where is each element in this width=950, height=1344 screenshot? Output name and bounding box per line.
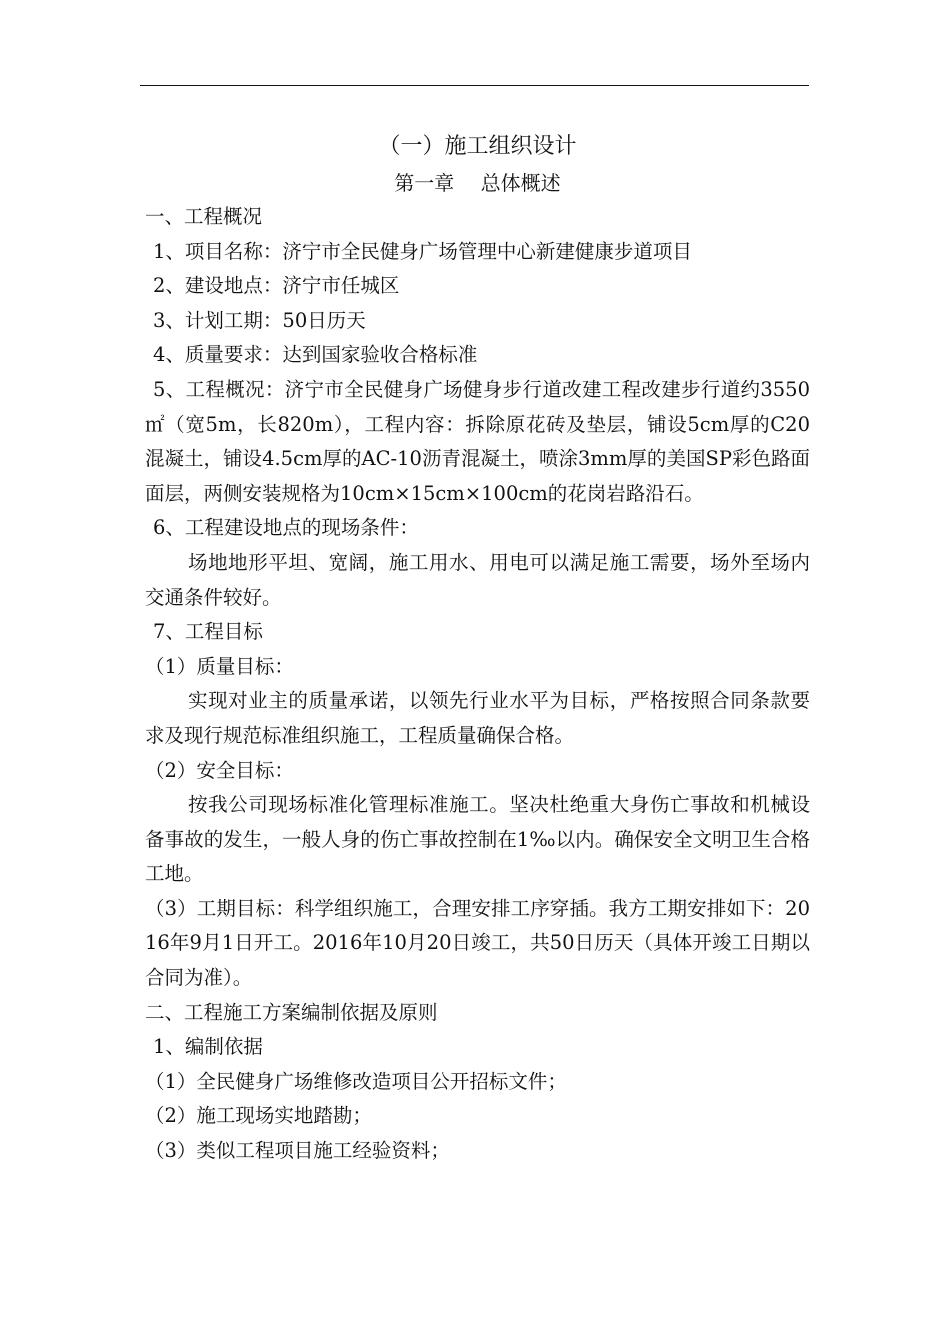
quality-goal-text: 实现对业主的质量承诺，以领先行业水平为目标，严格按照合同条款要求及现行规范标准组织施工，工程质量确保合格。 <box>145 689 810 747</box>
item-project-overview: 5、工程概况：济宁市全民健身广场健身步行道改建工程改建步行道约3550㎡（宽5m，长820m），工程内容：拆除原花砖及垫层，铺设5cm厚的C20混凝土，铺设4.5cm厚的AC-10沥青混凝土，喷涂3mm厚的美国SP彩色路面面层，两侧安装规格为10cm×15cm×100cm的花岗岩路沿石。 <box>145 377 810 505</box>
header-rule <box>140 85 809 86</box>
item-site-conditions: 6、工程建设地点的现场条件： <box>153 516 419 540</box>
item-basis: 1、编制依据 <box>153 1035 263 1059</box>
site-conditions-text: 场地地形平坦、宽阔，施工用水、用电可以满足施工需要，场外至场内交通条件较好。 <box>145 550 810 609</box>
item-project-goals: 7、工程目标 <box>153 620 263 644</box>
item-location: 2、建设地点：济宁市任城区 <box>153 274 400 298</box>
item-duration: 3、计划工期：50日历天 <box>153 308 366 332</box>
basis-item-2: （2）施工现场实地踏勘； <box>145 1104 372 1128</box>
basis-item-1: （1）全民健身广场维修改造项目公开招标文件； <box>145 1069 567 1093</box>
subheading-quality-goal: （1）质量目标： <box>145 654 294 678</box>
item-quality: 4、质量要求：达到国家验收合格标准 <box>153 343 478 367</box>
basis-item-3: （3）类似工程项目施工经验资料； <box>145 1139 450 1163</box>
section-heading-basis: 二、工程施工方案编制依据及原则 <box>145 1000 438 1024</box>
document-body <box>145 128 810 1169</box>
schedule-goal-text: （3）工期目标：科学组织施工，合理安排工序穿插。我方工期安排如下：2016年9月1日开工。2016年10月20日竣工，共50日历天（具体开竣工日期以合同为准）。 <box>145 896 810 990</box>
chapter-heading: 第一章 总体概述 <box>394 171 561 195</box>
section-heading-overview: 一、工程概况 <box>145 205 263 228</box>
item-project-name: 1、项目名称：济宁市全民健身广场管理中心新建健康步道项目 <box>153 239 692 263</box>
safety-goal-text: 按我公司现场标准化管理标准施工。坚决杜绝重大身伤亡事故和机械设备事故的发生，一般人身的伤亡事故控制在1‰以内。确保安全文明卫生合格工地。 <box>145 793 810 886</box>
subheading-safety-goal: （2）安全目标： <box>145 758 294 782</box>
document-title: （一）施工组织设计 <box>378 134 577 159</box>
